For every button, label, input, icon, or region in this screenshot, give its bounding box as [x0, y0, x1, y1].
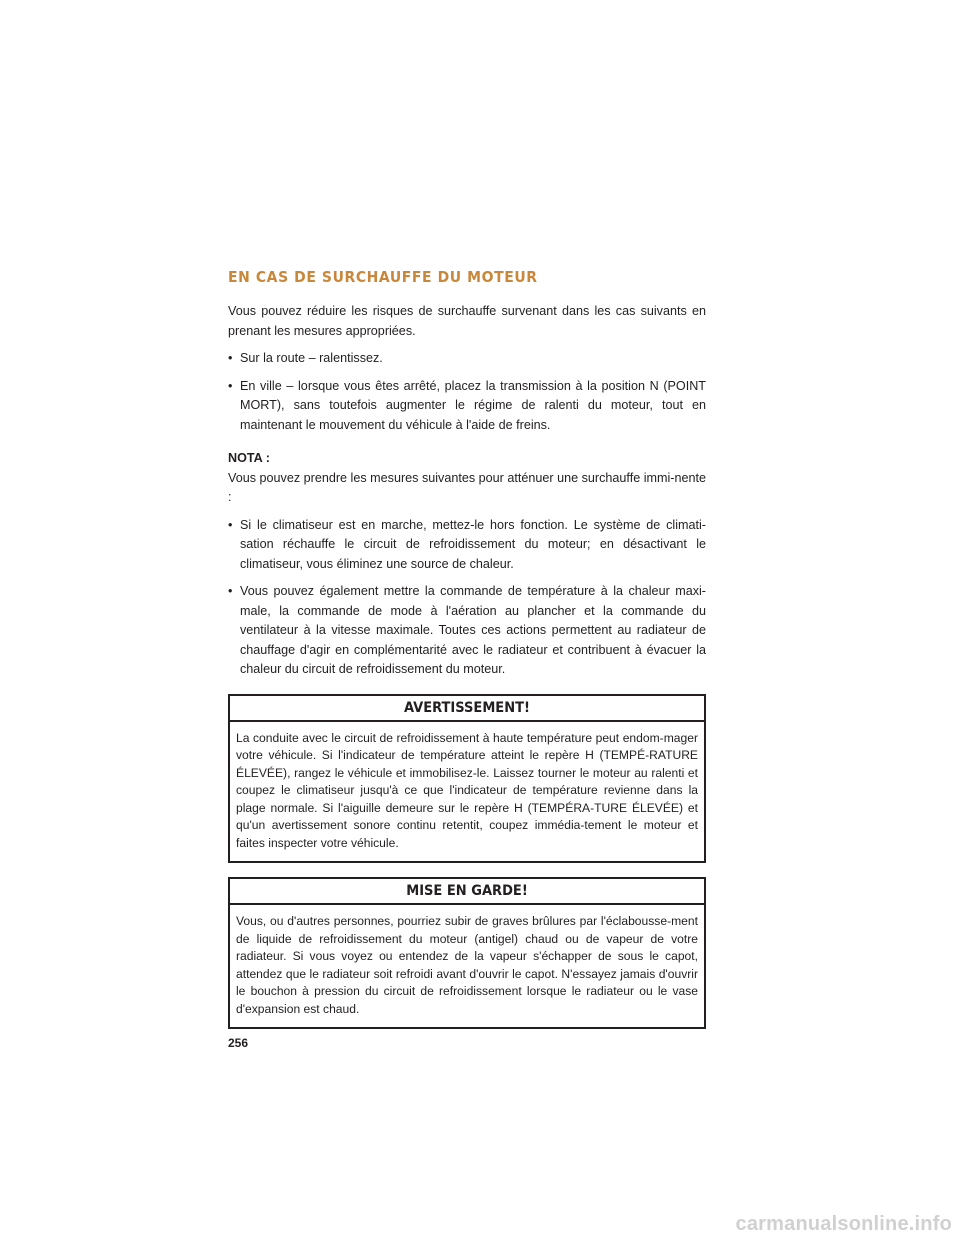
page-number: 256 — [228, 1036, 249, 1050]
caution-text: Vous, ou d'autres personnes, pourriez subir de graves brûlures par l'éclabousse-ment de liquide de refroidissement du moteur (antigel) chaud ou de vapeur de votre radiateur. Si vous voyez ou entendez de la vapeur s'échapper de sous le capot, attendez que le radiateur soit refroidi avant d'ouvrir le capot. N'essayez jamais d'ouvrir le bouchon à pression du circuit de refroidissement lorsque le radiateur ou le vase d'expansion est chaud. — [236, 914, 698, 1016]
warning-text: La conduite avec le circuit de refroidissement à haute température peut endom-mager votre véhicule. Si l'indicateur de température atteint le repère H (TEMPÉ-RATURE ÉLEVÉE), rangez le véhicule et immobilisez-le. Laissez tourner le moteur au ralenti et coupez le climatiseur jusqu'à ce que l'indicateur de température revienne dans la plage normale. Si l'aiguille demeure sur le repère H (TEMPÉRA-TURE ÉLEVÉE) et qu'un avertissement sonore continu retentit, coupez immédia-tement le moteur et faites inspecter votre véhicule. — [236, 730, 698, 850]
list-item — [228, 349, 706, 369]
list-item-text: En ville – lorsque vous êtes arrêté, placez la transmission à la position N (POINT MORT), sans toutefois augmenter le régime de ralenti du moteur, tout en maintenant le mouvement du véhicule à l'aide de freins. — [240, 378, 706, 432]
section-title: EN CAS DE SURCHAUFFE DU MOTEUR — [228, 268, 538, 286]
list-item — [228, 582, 706, 680]
overheat-bullet-list — [228, 349, 706, 435]
warning-box — [228, 694, 706, 864]
list-item — [228, 377, 706, 436]
nota-paragraph: Vous pouvez prendre les mesures suivantes pour atténuer une surchauffe immi-nente : — [228, 470, 706, 504]
nota-bullet-list — [228, 516, 706, 680]
list-item-text: Sur la route – ralentissez. — [240, 351, 383, 365]
warning-title: AVERTISSEMENT! — [230, 696, 704, 722]
caution-title: MISE EN GARDE! — [230, 879, 704, 905]
list-item-text: Vous pouvez également mettre la commande de température à la chaleur maxi-male, la commande de mode à l'aération au plancher et la commande du ventilateur à la vitesse maximale. Toutes ces actions permettent au radiateur de chauffage d'agir en complémentarité avec le radiateur et contribuent à évacuer la chaleur du circuit de refroidissement du moteur. — [240, 584, 706, 676]
bullet-icon: • — [228, 584, 233, 598]
nota-label: NOTA : — [228, 451, 270, 465]
intro-paragraph: Vous pouvez réduire les risques de surchauffe survenant dans les cas suivants en prenant les mesures appropriées. — [228, 304, 706, 338]
list-item-text: Si le climatiseur est en marche, mettez-le hors fonction. Le système de climati-sation réchauffe le circuit de refroidissement du moteur; en désactivant le climatiseur, vous éliminez une source de chaleur. — [240, 517, 706, 571]
page-content — [228, 266, 706, 1041]
caution-box — [228, 877, 706, 1029]
bullet-icon: • — [228, 517, 233, 532]
watermark: carmanualsonline.info — [735, 1213, 952, 1235]
bullet-icon: • — [228, 378, 233, 393]
bullet-icon: • — [228, 351, 233, 365]
list-item — [228, 516, 706, 575]
